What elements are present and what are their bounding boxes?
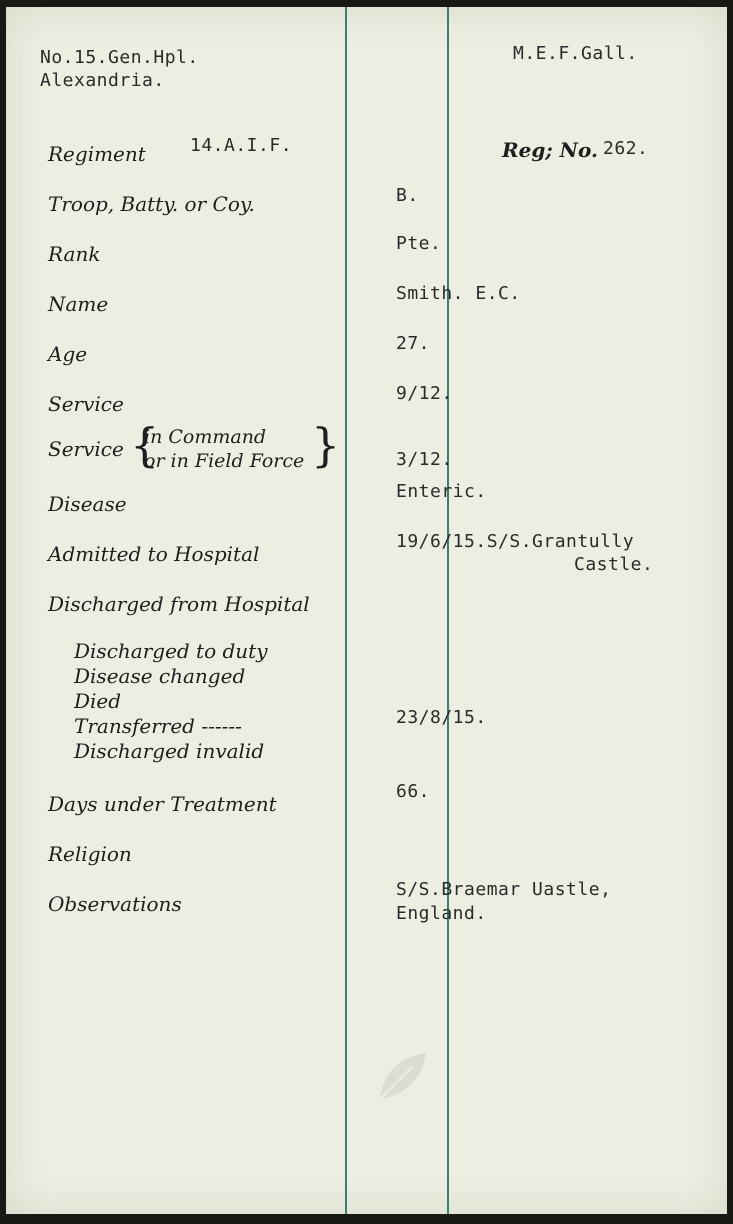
value-service: 9/12.	[396, 383, 453, 404]
label-troop: Troop, Batty. or Coy.	[48, 192, 255, 216]
label-transferred: Transferred ------	[74, 714, 242, 738]
force-label: M.E.F.Gall.	[513, 43, 638, 64]
value-transferred: 23/8/15.	[396, 707, 487, 728]
label-service: Service	[48, 392, 124, 416]
value-admitted-2: Castle.	[574, 554, 654, 575]
value-observations-1: S/S.Braemar Uastle,	[396, 879, 612, 900]
value-age: 27.	[396, 333, 431, 354]
right-brace: }	[311, 418, 341, 472]
column-rule-left	[345, 7, 347, 1214]
hospital-line-1: No.15.Gen.Hpl.	[40, 47, 199, 68]
value-observations-2: England.	[396, 903, 487, 924]
value-days: 66.	[396, 781, 431, 802]
value-regiment: 14.A.I.F.	[190, 135, 293, 156]
label-religion: Religion	[48, 842, 132, 866]
label-reg-no: Reg; No.	[502, 138, 598, 162]
label-in-command: in Command	[144, 426, 267, 448]
hospital-line-2: Alexandria.	[40, 70, 165, 91]
left-brace: {	[130, 418, 160, 472]
value-service-command: 3/12.	[396, 449, 453, 470]
value-rank: Pte.	[396, 233, 442, 254]
label-observations: Observations	[48, 892, 182, 916]
value-disease: Enteric.	[396, 481, 487, 502]
label-disease-changed: Disease changed	[74, 664, 246, 688]
value-name: Smith. E.C.	[396, 283, 521, 304]
value-reg-no: 262.	[603, 138, 649, 159]
column-rule-right	[447, 7, 449, 1214]
value-admitted-1: 19/6/15.S/S.Grantully	[396, 531, 635, 552]
label-died: Died	[74, 689, 122, 713]
label-admitted: Admitted to Hospital	[48, 542, 260, 566]
record-card	[6, 7, 727, 1214]
label-discharged-duty: Discharged to duty	[74, 639, 268, 663]
label-service-2: Service	[48, 437, 124, 461]
label-discharged: Discharged from Hospital	[48, 592, 310, 616]
label-days: Days under Treatment	[48, 792, 277, 816]
label-field-force: or in Field Force	[144, 450, 305, 472]
discharge-options	[74, 639, 268, 764]
label-rank: Rank	[48, 242, 101, 266]
label-discharged-invalid: Discharged invalid	[74, 739, 265, 763]
service-sub-labels	[144, 425, 304, 473]
label-name: Name	[48, 292, 109, 316]
label-regiment: Regiment	[48, 142, 146, 166]
label-disease: Disease	[48, 492, 127, 516]
label-age: Age	[48, 342, 88, 366]
faint-leaf-watermark	[372, 1047, 432, 1107]
value-troop: B.	[396, 185, 419, 206]
